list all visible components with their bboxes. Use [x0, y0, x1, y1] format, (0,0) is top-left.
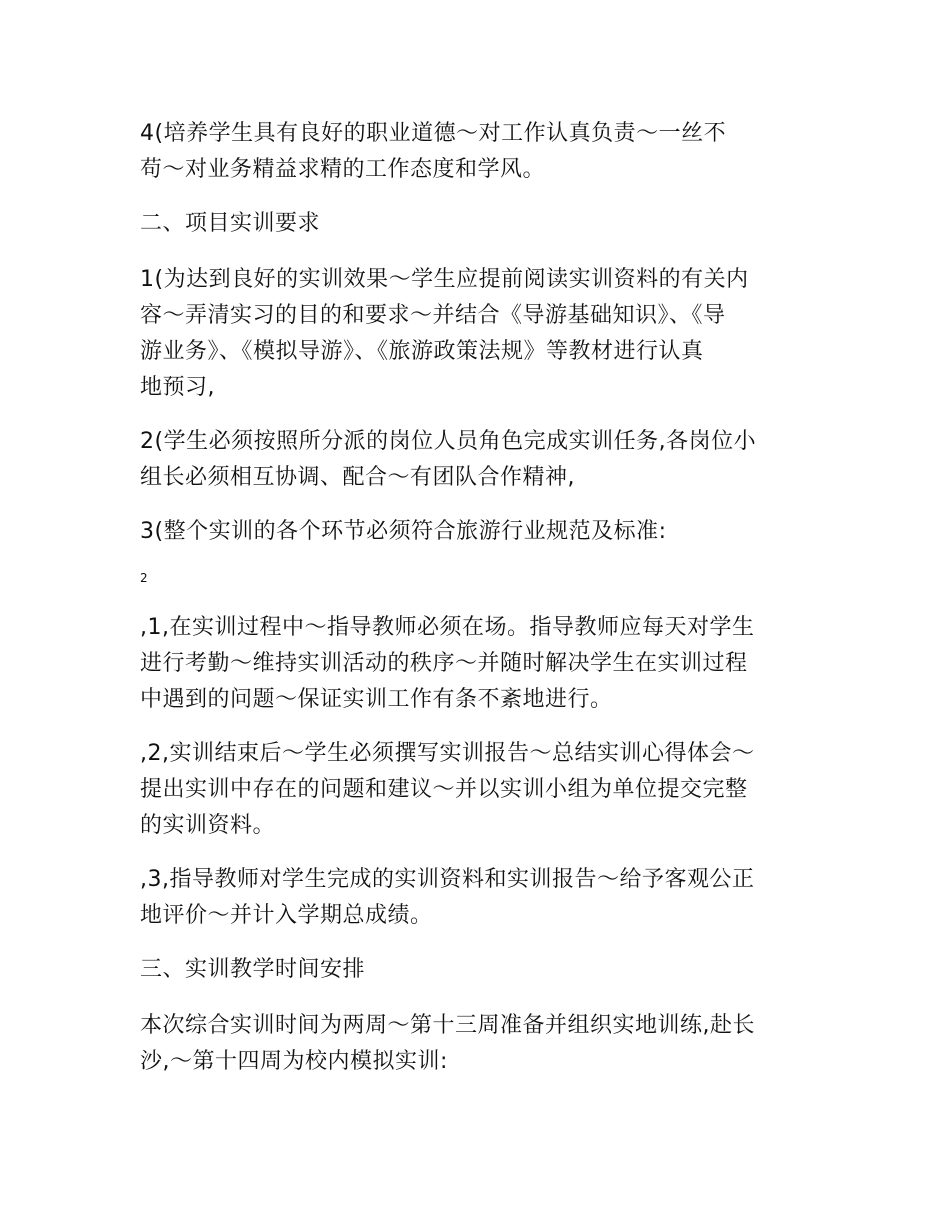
paragraph-sub-1: ,1,在实训过程中～指导教师必须在场。指导教师应每天对学生 进行考勤～维持实训活动的秩序～并随时解决学生在实训过程 中遇到的问题～保证实训工作有条不紊地进行。: [140, 615, 755, 712]
paragraph-requirement-1: 1(为达到良好的实训效果～学生应提前阅读实训资料的有关内 容～弄清实习的目的和要求～并结合《导游基础知识》、《导 游业务》、《模拟导游》、《旅游政策法规》等教材进行认真 地预习,: [140, 267, 749, 400]
section-heading-3: 三、实训教学时间安排: [140, 957, 366, 982]
paragraph-sub-3: ,3,指导教师对学生完成的实训资料和实训报告～给予客观公正 地评价～并计入学期总成绩。: [140, 867, 755, 928]
paragraph-requirement-2: 2(学生必须按照所分派的岗位人员角色完成实训任务,各岗位小 组长必须相互协调、配合～有团队合作精神,: [140, 429, 757, 490]
paragraph-schedule: 本次综合实训时间为两周～第十三周准备并组织实地训练,赴长 沙,～第十四周为校内模拟实训:: [140, 1013, 755, 1074]
paragraph-sub-2: ,2,实训结束后～学生必须撰写实训报告～总结实训心得体会～ 提出实训中存在的问题和建议～并以实训小组为单位提交完整 的实训资料。: [140, 741, 755, 838]
section-heading-2: 二、项目实训要求: [140, 211, 321, 236]
page-number: 2: [140, 571, 148, 585]
paragraph-point-4: 4(培养学生具有良好的职业道德～对工作认真负责～一丝不 苟～对业务精益求精的工作态度和学风。: [140, 121, 727, 182]
paragraph-requirement-3: 3(整个实训的各个环节必须符合旅游行业规范及标准:: [140, 519, 667, 544]
